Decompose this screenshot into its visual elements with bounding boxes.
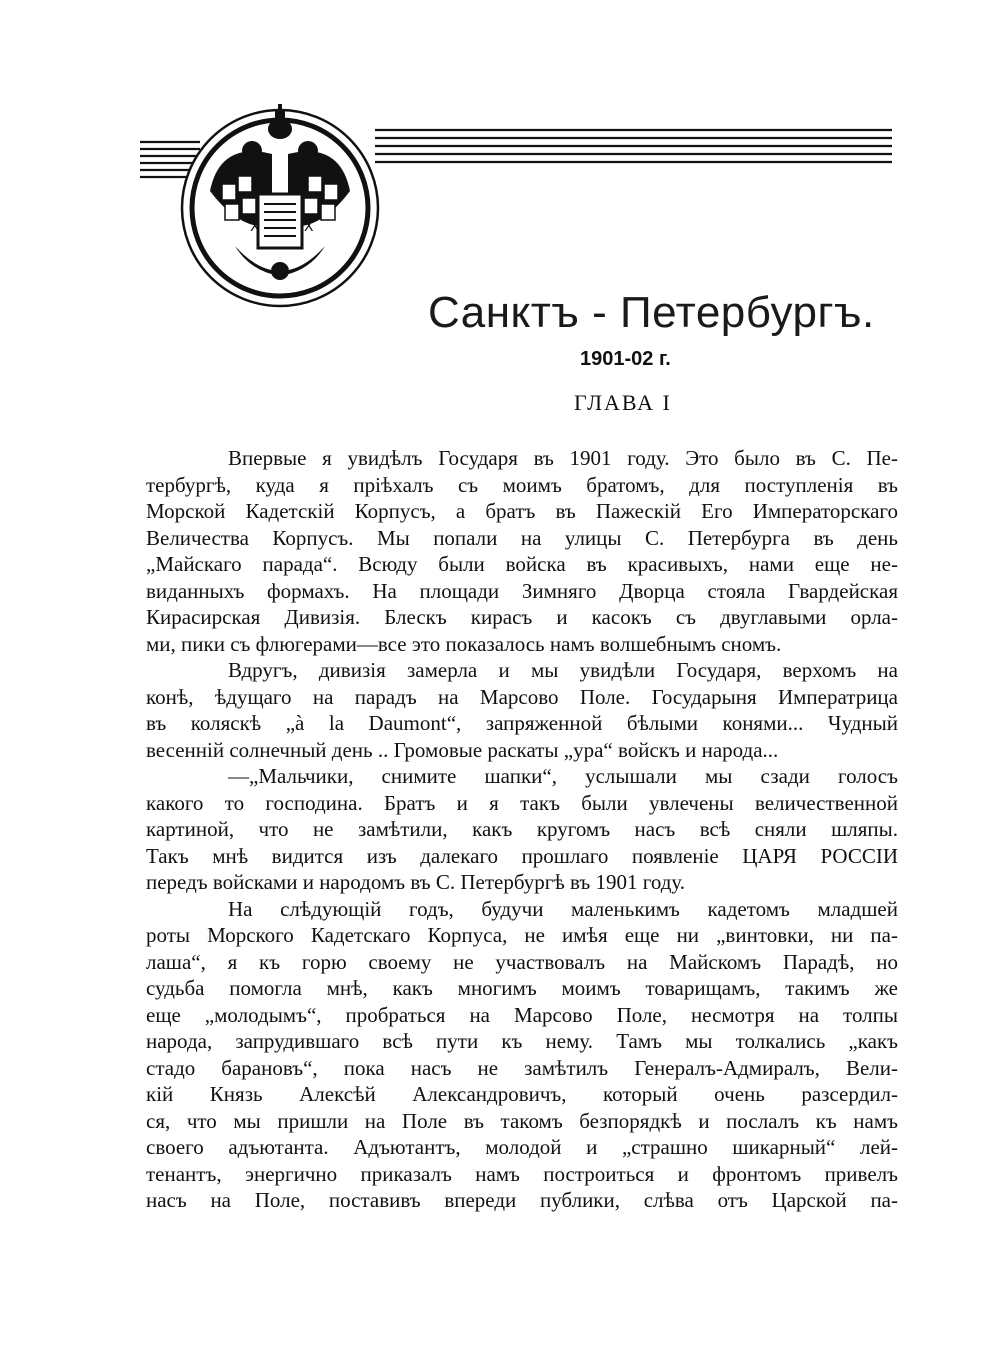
text-line: народа, запрудившаго всѣ пути къ нему. Тамъ мы толкались „какъ xyxy=(146,1029,898,1053)
year-subtitle: 1901-02 г. xyxy=(580,348,671,370)
text-line: Морской Кадетскій Корпусъ, а братъ въ Пажескій Его Императорскаго xyxy=(146,499,898,523)
text-line: лаша“, я къ горю своему не участвовалъ на Майскомъ Парадѣ, но xyxy=(146,949,898,974)
text-line: тенантъ, энергично приказалъ намъ построиться и фронтомъ привелъ xyxy=(146,1161,898,1186)
text-line: кій Князь Алексѣй Александровичъ, который очень разсердил- xyxy=(146,1082,898,1106)
text-line: Такъ мнѣ видится изъ далекаго прошлаго появленіе ЦАРЯ РОССІИ xyxy=(146,843,898,868)
text-line: своего адъютанта. Адъютантъ, молодой и „страшно шикарный“ лей- xyxy=(146,1135,898,1159)
text-line: конѣ, ѣдущаго на парадъ на Марсово Поле. Государыня Императрица xyxy=(146,684,898,709)
text-line: весенній солнечный день .. Громовые раскаты „ура“ войскъ и народа... xyxy=(146,737,779,762)
text-line: картиной, что не замѣтили, какъ кругомъ насъ всѣ сняли шляпы. xyxy=(146,817,898,841)
body-text xyxy=(146,445,898,1214)
text-line: —„Мальчики, снимите шапки“, услышали мы сзади голосъ xyxy=(228,764,898,788)
text-line: „Майскаго парада“. Всюду были войска въ красивыхъ, нами еще не- xyxy=(146,552,898,576)
text-line: передъ войсками и народомъ въ С. Петербургѣ въ 1901 году. xyxy=(146,870,686,894)
page-title: Санктъ - Петербургъ. xyxy=(428,288,875,337)
text-line: роты Морского Кадетскаго Корпуса, не имѣя еще ни „винтовки, ни па- xyxy=(146,923,898,947)
text-line: въ коляскѣ „à la Daumont“, запряженной бѣлыми конями... Чудный xyxy=(146,711,898,735)
double-headed-eagle-coat-of-arms-icon xyxy=(180,96,380,326)
text-line: насъ на Поле, поставивъ впереди публики, слѣва отъ Царской па- xyxy=(146,1188,898,1212)
chapter-heading: ГЛАВА I xyxy=(574,390,672,415)
text-line: еще „молодымъ“, пробраться на Марсово Поле, несмотря на толпы xyxy=(146,1002,898,1027)
svg-text:X: X xyxy=(250,219,260,235)
text-line: ся, что мы пришли на Поле въ такомъ безпорядкѣ и послалъ къ намъ xyxy=(146,1108,898,1133)
text-line: На слѣдующій годъ, будучи маленькимъ кадетомъ младшей xyxy=(228,896,898,921)
text-line: какого то господина. Братъ и я такъ были увлечены величественной xyxy=(146,790,898,815)
text-line: Величества Корпусъ. Мы попали на улицы С. Петербурга въ день xyxy=(146,525,898,550)
text-line: судьба помогла мнѣ, какъ многимъ моимъ товарищамъ, такимъ же xyxy=(146,976,898,1000)
text-line: стадо барановъ“, пока насъ не замѣтилъ Генералъ-Адмиралъ, Вели- xyxy=(146,1055,898,1080)
text-line: виданныхъ формахъ. На площади Зимняго Дворца стояла Гвардейская xyxy=(146,578,898,603)
text-line: тербургѣ, куда я пріѣхалъ съ моимъ братомъ, для поступленія въ xyxy=(146,472,898,497)
text-line: Вдругъ, дивизія замерла и мы увидѣли Государя, верхомъ на xyxy=(228,658,898,682)
svg-text:X: X xyxy=(304,219,314,235)
text-line: Впервые я увидѣлъ Государя въ 1901 году. Это было въ С. Пе- xyxy=(228,446,898,470)
text-line: Кирасирская Дивизія. Блескъ кирасъ и касокъ съ двуглавыми орла- xyxy=(146,605,898,629)
text-line: ми, пики съ флюгерами—все это показалось намъ волшебнымъ сномъ. xyxy=(146,631,782,656)
